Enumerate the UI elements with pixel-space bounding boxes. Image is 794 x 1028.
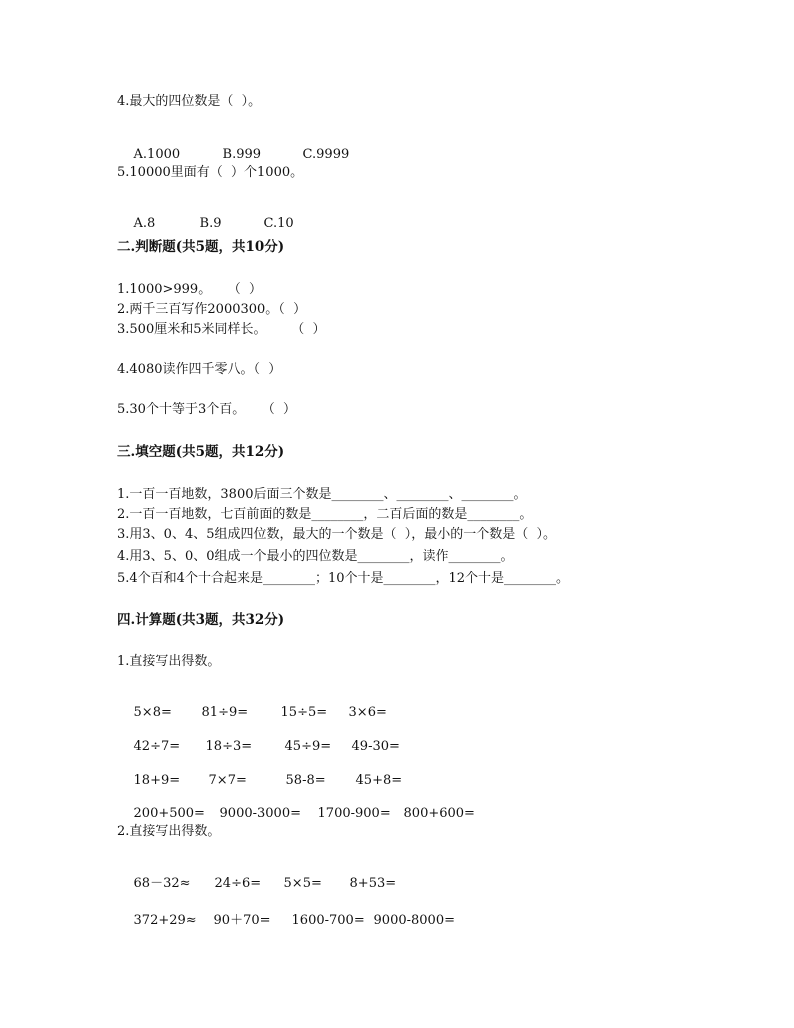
calc-2-stem: 2.直接写出得数。 <box>117 824 221 839</box>
question-5-stem: 5.10000里面有（ ）个1000。 <box>117 165 304 180</box>
calc-expression: 3×6= <box>348 705 387 720</box>
calc-expression: 24÷6= <box>214 876 262 891</box>
calc-expression: 18÷3= <box>205 739 253 754</box>
calc-expression: 45÷9= <box>284 739 332 754</box>
option-b: B.9 <box>199 216 222 231</box>
calc-row <box>117 897 455 945</box>
calc-expression: 58-8= <box>285 773 326 788</box>
calc-expression: 200+500= <box>133 806 205 821</box>
section-3-heading: 三.填空题(共5题，共12分) <box>117 444 285 460</box>
calc-expression: 18+9= <box>133 773 181 788</box>
calc-expression: 9000-8000= <box>373 913 455 928</box>
judge-item-4: 4.4080读作四千零八。（ ） <box>117 362 282 377</box>
fill-item-5: 5.4个百和4个十合起来是________；10个十是________，12个十是________。 <box>117 571 570 586</box>
calc-expression: 90＋70= <box>213 913 271 928</box>
section-2-heading: 二.判断题(共5题，共10分) <box>117 239 285 255</box>
calc-expression: 5×5= <box>283 876 322 891</box>
calc-1-stem: 1.直接写出得数。 <box>117 654 221 669</box>
calc-expression: 49-30= <box>351 739 400 754</box>
option-c: C.10 <box>263 216 294 231</box>
calc-expression: 1700-900= <box>317 806 391 821</box>
option-a: A.1000 <box>133 147 181 162</box>
option-c: C.9999 <box>302 147 350 162</box>
calc-expression: 5×8= <box>133 705 172 720</box>
question-4-stem: 4.最大的四位数是（ ）。 <box>117 94 262 109</box>
calc-expression: 68－32≈ <box>133 876 191 891</box>
judge-item-3: 3.500厘米和5米同样长。 （ ） <box>117 322 326 337</box>
calc-expression: 45+8= <box>355 773 403 788</box>
calc-expression: 42÷7= <box>133 739 181 754</box>
fill-item-4: 4.用3、5、0、0组成一个最小的四位数是________，读作________。 <box>117 549 514 564</box>
calc-expression: 1600-700= <box>291 913 365 928</box>
option-b: B.999 <box>222 147 262 162</box>
judge-item-2: 2.两千三百写作2000300。（ ） <box>117 302 307 317</box>
calc-expression: 8+53= <box>349 876 397 891</box>
calc-expression: 372+29≈ <box>133 913 197 928</box>
fill-item-2: 2.一百一百地数，七百前面的数是________，二百后面的数是________。 <box>117 507 533 522</box>
calc-expression: 15÷5= <box>280 705 328 720</box>
judge-item-5: 5.30个十等于3个百。 （ ） <box>117 402 297 417</box>
judge-item-1: 1.1000>999。 （ ） <box>117 282 262 297</box>
calc-expression: 800+600= <box>403 806 475 821</box>
calc-expression: 81÷9= <box>201 705 249 720</box>
section-4-heading: 四.计算题(共3题，共32分) <box>117 612 285 628</box>
option-a: A.8 <box>133 216 156 231</box>
fill-item-3: 3.用3、0、4、5组成四位数，最大的一个数是（ ），最小的一个数是（ ）。 <box>117 527 557 542</box>
calc-expression: 7×7= <box>208 773 247 788</box>
calc-expression: 9000-3000= <box>219 806 301 821</box>
fill-item-1: 1.一百一百地数，3800后面三个数是________、________、________。 <box>117 487 527 502</box>
